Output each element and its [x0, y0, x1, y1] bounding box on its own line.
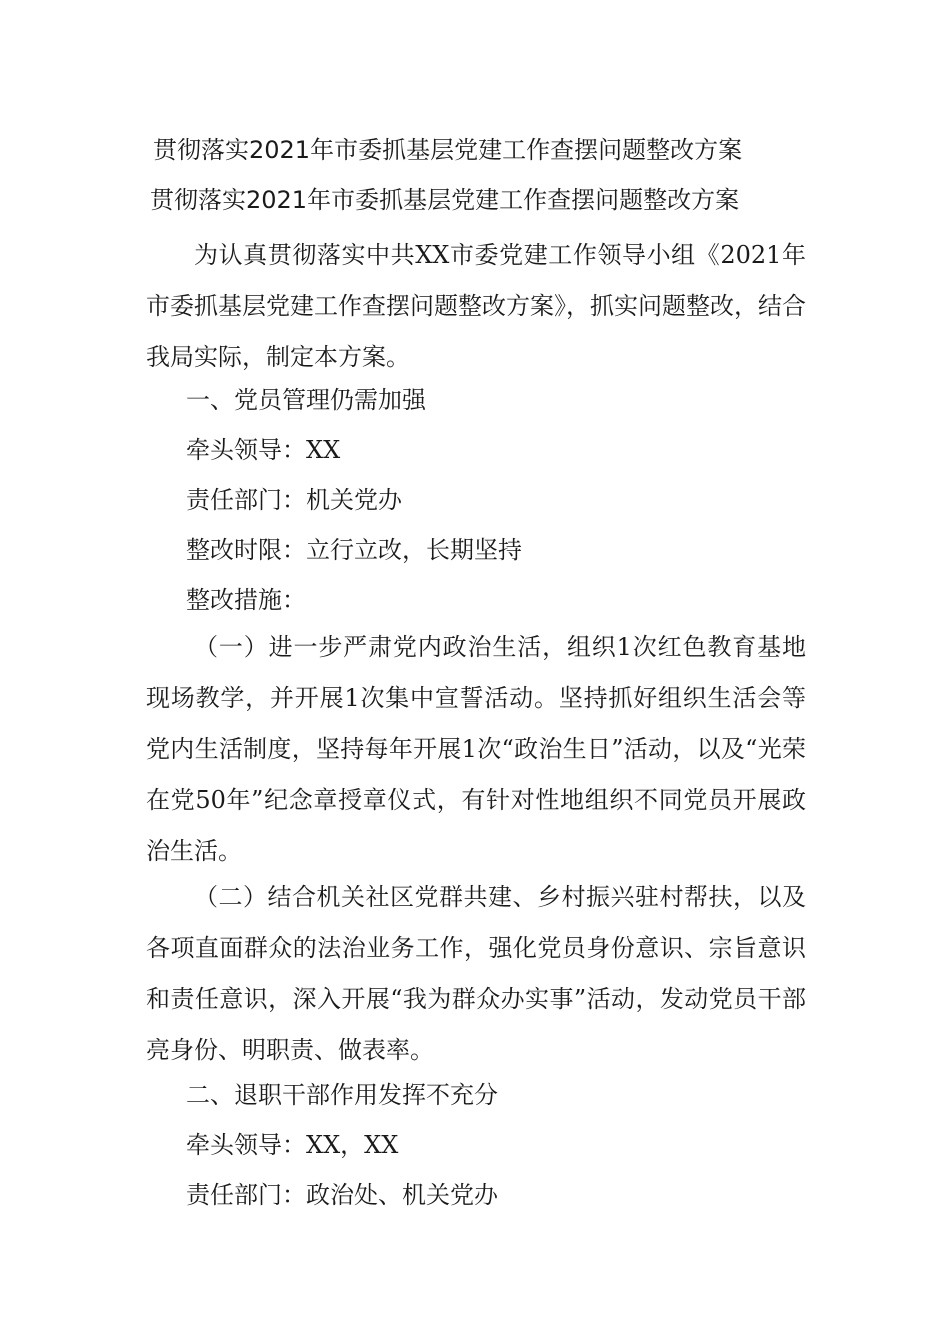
section1-deadline: 整改时限：立行立改，长期坚持 — [186, 536, 522, 564]
section1-heading: 一、党员管理仍需加强 — [186, 386, 426, 414]
section1-department: 责任部门：机关党办 — [186, 486, 402, 514]
section2-heading: 二、退职干部作用发挥不充分 — [186, 1081, 498, 1109]
intro-paragraph: 为认真贯彻落实中共XX市委党建工作领导小组《2021年市委抓基层党建工作查摆问题整改方案》，抓实问题整改，结合我局实际，制定本方案。 — [146, 241, 806, 371]
section1-measure-1: （一）进一步严肃党内政治生活，组织1次红色教育基地现场教学，并开展1次集中宣誓活动。坚持抓好组织生活会等党内生活制度，坚持每年开展1次“政治生日”活动，以及“光荣在党50年”纪念章授章仪式，有针对性地组织不同党员开展政治生活。 — [146, 633, 806, 865]
section2-department: 责任部门：政治处、机关党办 — [186, 1181, 498, 1209]
section1-measures-label: 整改措施： — [186, 586, 306, 614]
section1-measure-2: （二）结合机关社区党群共建、乡村振兴驻村帮扶，以及各项直面群众的法治业务工作，强化党员身份意识、宗旨意识和责任意识，深入开展“我为群众办实事”活动，发动党员干部亮身份、明职责、做表率。 — [146, 883, 806, 1064]
document-title: 贯彻落实2021年市委抓基层党建工作查摆问题整改方案 — [153, 136, 743, 164]
section2-leader: 牵头领导：XX，XX — [186, 1131, 399, 1159]
document-subtitle: 贯彻落实2021年市委抓基层党建工作查摆问题整改方案 — [150, 186, 740, 214]
section1-leader: 牵头领导：XX — [186, 436, 341, 464]
